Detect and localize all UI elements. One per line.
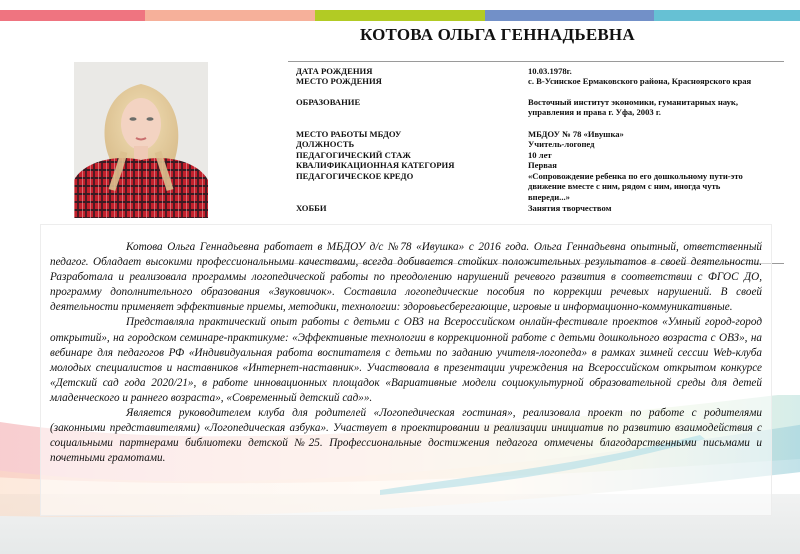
info-label: ПЕДАГОГИЧЕСКОЕ КРЕДО <box>296 171 414 181</box>
stripe-segment-green <box>315 10 485 21</box>
info-label: МЕСТО РАБОТЫ МБДОУ <box>296 129 402 139</box>
info-value: с. В-Усинское Ермаковского района, Красноярского края <box>528 76 752 86</box>
info-label: ДАТА РОЖДЕНИЯ <box>296 66 373 76</box>
portrait-photo <box>74 62 208 218</box>
page-title: КОТОВА ОЛЬГА ГЕННАДЬЕВНА <box>360 25 635 44</box>
info-value: Учитель-логопед <box>528 139 595 149</box>
info-label: ПЕДАГОГИЧЕСКИЙ СТАЖ <box>296 150 411 160</box>
info-label: ОБРАЗОВАНИЕ <box>296 97 361 107</box>
info-label: МЕСТО РОЖДЕНИЯ <box>296 76 382 86</box>
stripe-segment-peach <box>145 10 315 21</box>
info-label: КВАЛИФИКАЦИОННАЯ КАТЕГОРИЯ <box>296 160 455 170</box>
info-value: Занятия творчеством <box>528 203 612 213</box>
portrait-image <box>74 62 208 218</box>
info-value: Первая <box>528 160 557 170</box>
biography-paragraph: Котова Ольга Геннадьевна работает в МБДОУ д/с №78 «Ивушка» с 2016 года. Ольга Геннадьевна опытный, ответственный педагог. Обладает высокими профессиональными качествами, всегда добивается стойких положительных результатов в своей деятельности. Разработала и реализовала программы логопедической работы по преодолению нарушений речевого развития в соответствии с ФГОС ДО, программу дополнительного образования «Звуковичок». Составила логопедические пособия по коррекции речевых нарушений. В своей деятельности применяет эффективные приемы, методики, технологии: здоровьесберегающие, игровые и информационно-коммуникативные. <box>50 241 762 314</box>
stripe-segment-pink <box>0 10 145 21</box>
info-value: 10 лет <box>528 150 552 160</box>
info-label: ДОЛЖНОСТЬ <box>296 139 355 149</box>
biography-text <box>50 240 762 466</box>
stripe-segment-blue <box>485 10 654 21</box>
info-value: «Сопровождение ребенка по его дошкольному пути-это движение вместе с ним, рядом с ним, иногда чуть впереди...» <box>528 171 743 202</box>
biography-paragraph: Представляла практический опыт работы с детьми с ОВЗ на Всероссийском онлайн-фестивале проектов «Умный город-город открытий», на городском семинаре-практикуме: «Эффективные технологии в коррекционной работе с детьми дошкольного возраста с ОВЗ», на вебинаре для педагогов РФ «Индивидуальная работа воспитателя с детьми по заданию учителя-логопеда» в рамках зимней сессии Web-клуба молодых специалистов и наставников «Интернет-наставник». Участвовала в презентации учреждения на Всероссийском открытом конкурсе «Детский сад года 2020/21», в работе инновационных площадок «Вариативные модели социокультурной образовательной среды для детей младенческого и раннего возраста», «Современный детский сад»». <box>50 316 762 404</box>
info-value: 10.03.1978г. <box>528 66 572 76</box>
info-label: ХОББИ <box>296 203 327 213</box>
header-color-stripe <box>0 10 800 21</box>
info-value: МБДОУ № 78 «Ивушка» <box>528 129 624 139</box>
info-value: Восточный институт экономики, гуманитарных наук, управления и права г. Уфа, 2003 г. <box>528 97 739 118</box>
stripe-segment-cyan <box>654 10 800 21</box>
biography-paragraph: Является руководителем клуба для родителей «Логопедическая гостиная», реализовала проект по работе с родителями (законными представителями) «Логопедическая азбука». Участвует в проектировании и реализации инициатив по развитию взаимодействия с социальными партнерами библиотеки детской №25. Профессиональные достижения педагога отмечены благодарственными письмами и почетными грамотами. <box>50 407 762 465</box>
